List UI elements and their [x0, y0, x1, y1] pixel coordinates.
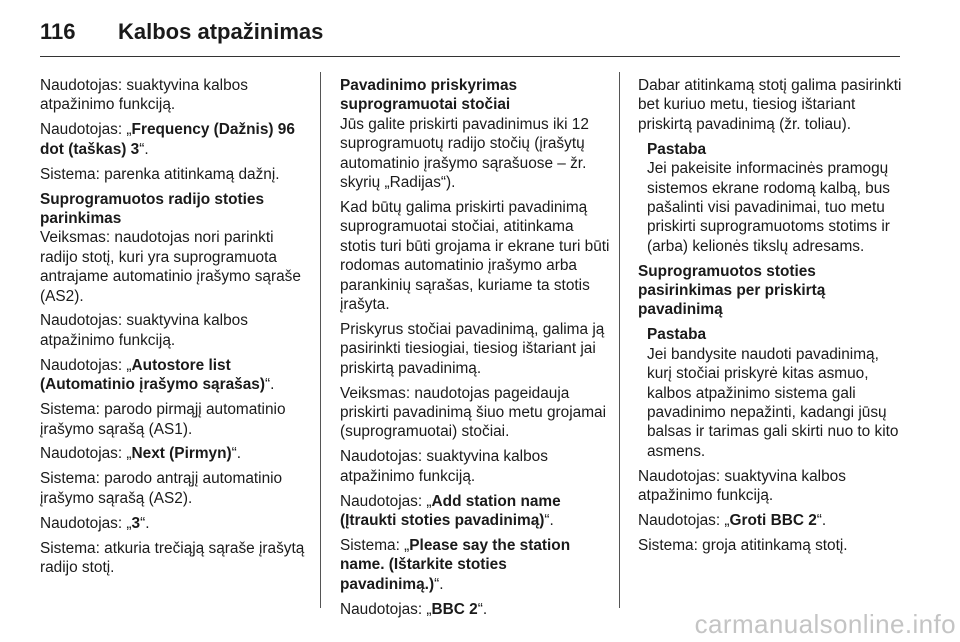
paragraph: Dabar atitinkamą stotį galima pasirinkti bet kuriuo metu, tiesiog ištariant priskirtą pavadinimą (žr. toliau).	[638, 77, 902, 133]
paragraph: Naudotojas: „BBC 2“.	[340, 600, 488, 618]
paragraph: Sistema: „Please say the station name. (Ištarkite stoties pavadinimą.)“.	[340, 536, 571, 593]
column-2	[340, 76, 612, 625]
paragraph: Naudotojas: „Next (Pirmyn)“.	[40, 445, 242, 463]
paragraph: Sistema: parodo pirmąjį automatinio įrašymo sąrašą (AS1).	[40, 401, 286, 438]
paragraph: Naudotojas: „Add station name (Įtraukti stoties pavadinimą)“.	[340, 492, 561, 530]
paragraph: Sistema: groja atitinkamą stotį.	[638, 536, 848, 554]
page-number: 116	[40, 19, 76, 44]
note-label: Pastaba	[647, 140, 707, 158]
paragraph: Sistema: parodo antrąjį automatinio įrašymo sąrašą (AS2).	[40, 470, 283, 507]
paragraph: Naudotojas: suaktyvina kalbos atpažinimo funkciją.	[40, 312, 248, 349]
paragraph: Naudotojas: suaktyvina kalbos atpažinimo funkciją.	[40, 77, 248, 114]
column-3	[638, 76, 904, 561]
paragraph: Naudotojas: „Frequency (Dažnis) 96 dot (taškas) 3“.	[40, 121, 295, 158]
watermark: carmanualsonline.info	[694, 609, 956, 639]
note-label: Pastaba	[647, 326, 707, 344]
section-heading: Suprogramuotos stoties pasirinkimas per priskirtą pavadinimą	[638, 262, 826, 319]
paragraph: Naudotojas: suaktyvina kalbos atpažinimo funkciją.	[638, 467, 846, 505]
note-text: Jei bandysite naudoti pavadinimą, kurį stočiai priskyrė kitas asmuo, kalbos atpažinimo sistema gali pavadinimo nepažinti, kadangi jūsų balsas ir tarimas gali skirti nuo to kito asmens.	[647, 345, 899, 460]
paragraph: Sistema: parenka atitinkamą dažnį.	[40, 165, 280, 183]
paragraph: Kad būtų galima priskirti pavadinimą suprogramuotai stočiai, atitinkama stotis turi būti grojama ir ekrane turi būti rodomas automatinio įrašymo arba parankinių sąrašas, kuriame ta stotis įrašyta.	[340, 198, 610, 313]
header-divider	[40, 56, 900, 57]
paragraph: Naudotojas: suaktyvina kalbos atpažinimo funkciją.	[340, 448, 548, 485]
paragraph: Jūs galite priskirti pavadinimus iki 12 suprogramuotų radijo stočių (įrašytų automatinio įrašymo sąrašuose – žr. skyrių „Radijas“).	[340, 115, 589, 192]
section-heading: Suprogramuotos radijo stoties parinkimas	[40, 190, 265, 227]
paragraph: Veiksmas: naudotojas nori parinkti radijo stotį, kuri yra suprogramuota antrajame automatinio įrašymo sąraše (AS2).	[40, 229, 301, 305]
note-box	[647, 325, 904, 461]
column-divider-2	[619, 72, 620, 608]
note-text: Jei pakeisite informacinės pramogų sistemos ekrane rodomą kalbą, bus pašalinti visi pavadinimai, tuo metu priskirti suprogramuotoms stotims ir (arba) kelionės tikslų adresams.	[647, 160, 890, 255]
chapter-title: Kalbos atpažinimas	[118, 19, 324, 44]
paragraph: Naudotojas: „Groti BBC 2“.	[638, 512, 827, 530]
column-divider-1	[320, 72, 321, 608]
note-box	[647, 140, 904, 256]
column-1	[40, 76, 312, 583]
paragraph: Veiksmas: naudotojas pageidauja priskirti pavadinimą šiuo metu grojamai (suprogramuotai) stočiai.	[340, 384, 607, 441]
section-heading: Pavadinimo priskyrimas suprogramuotai stočiai	[340, 77, 518, 114]
paragraph: Naudotojas: „3“.	[40, 514, 150, 532]
page-header	[40, 14, 323, 50]
paragraph: Sistema: atkuria trečiąją sąraše įrašytą radijo stotį.	[40, 539, 305, 576]
paragraph: Naudotojas: „Autostore list (Automatinio įrašymo sąrašas)“.	[40, 356, 275, 394]
paragraph: Priskyrus stočiai pavadinimą, galima ją pasirinkti tiesiogiai, tiesiog ištariant jai priskirtą pavadinimą.	[340, 320, 605, 377]
